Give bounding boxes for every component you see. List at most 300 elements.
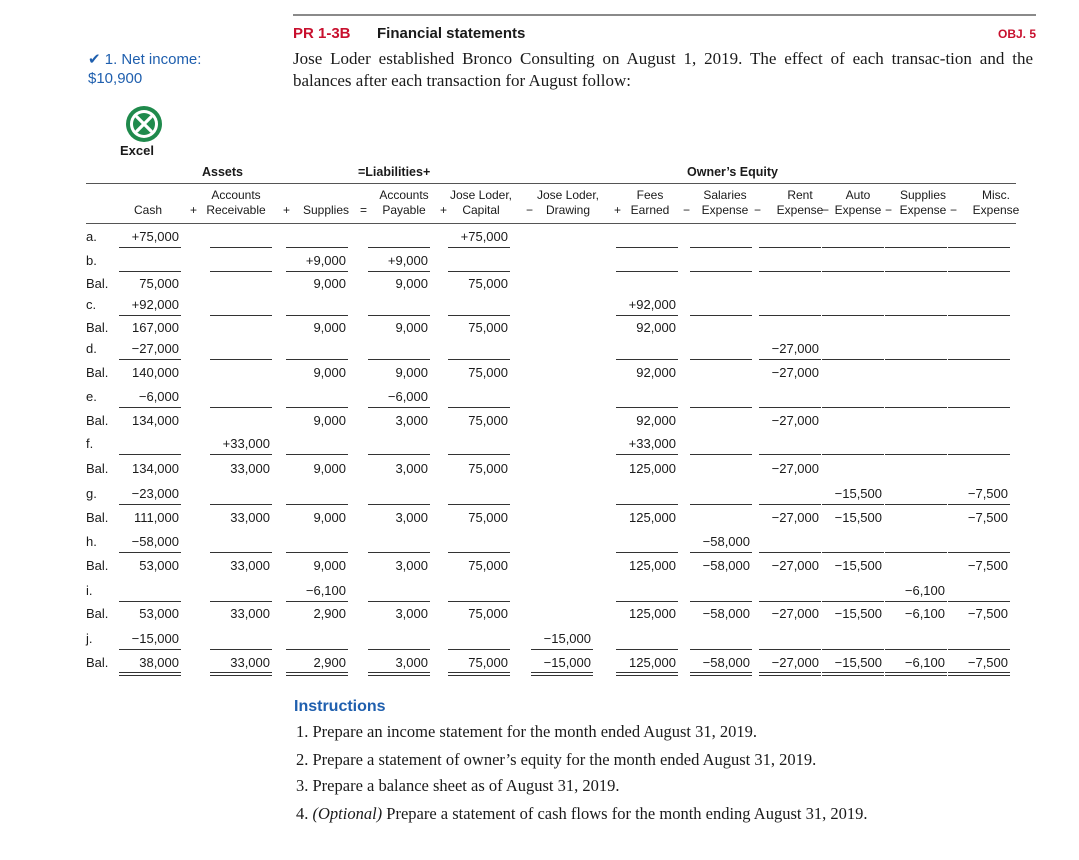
column-header-line2: Expense [834,203,882,217]
table-cell: −58,000 [702,606,750,621]
sum-underline [616,315,678,316]
row-label: c. [86,297,97,312]
table-cell [934,297,1008,313]
sum-underline [885,601,947,602]
table-cell [934,276,1008,292]
total-double-underline [531,672,593,676]
sum-underline [822,407,884,408]
table-cell [934,389,1008,405]
table-cell: −6,000 [138,389,179,404]
table-cell [517,558,591,574]
table-cell: 9,000 [313,413,346,428]
sum-underline [690,454,752,455]
table-cell: −15,000 [131,631,179,646]
check-figure-line2: $10,900 [88,70,143,87]
sum-underline [885,552,947,553]
sum-underline [759,359,821,360]
table-cell: −15,500 [834,510,882,525]
table-cell: −7,500 [967,486,1008,501]
sum-underline [210,271,272,272]
column-header-line1: Fees [636,188,664,202]
column-header-line2: Earned [630,203,670,217]
column-header-line2: Expense [899,203,947,217]
table-cell [272,229,346,245]
table-cell [676,583,750,599]
table-cell [934,436,1008,452]
sum-underline [690,247,752,248]
sum-underline [616,407,678,408]
table-cell: 111,000 [133,510,179,525]
table-cell: +33,000 [222,436,270,451]
table-cell [517,389,591,405]
sum-underline [690,504,752,505]
table-cell [517,534,591,550]
table-cell [272,341,346,357]
table-cell [354,436,428,452]
column-header-line1: Salaries [703,188,747,202]
total-double-underline [286,672,348,676]
table-cell [934,534,1008,550]
assets-header: Assets [202,165,243,179]
table-cell: −15,000 [543,631,591,646]
table-cell [676,389,750,405]
table-cell [934,631,1008,647]
sum-underline [948,271,1010,272]
table-cell [272,534,346,550]
sum-underline [119,315,181,316]
sum-underline [616,601,678,602]
table-cell: 9,000 [313,276,346,291]
table-cell: 33,000 [230,655,270,670]
sum-underline [448,601,510,602]
total-double-underline [759,672,821,676]
problem-description: Jose Loder established Bronco Consulting on August 1, 2019. The effect of each transac-tion and the balances after each transaction for August follow: [293,49,1033,90]
sum-underline [119,271,181,272]
sum-underline [822,552,884,553]
row-label: Bal. [86,461,109,476]
sum-underline [119,601,181,602]
table-cell [272,389,346,405]
table-cell [602,583,676,599]
row-label: e. [86,389,97,404]
instructions-title: Instructions [294,698,386,715]
sum-underline [822,649,884,650]
table-cell: −15,500 [834,486,882,501]
equation-operator: − [950,203,958,217]
table-cell [676,229,750,245]
sum-underline [822,454,884,455]
sum-underline [948,315,1010,316]
table-cell [196,253,270,269]
table-cell: −27,000 [131,341,179,356]
table-cell: −27,000 [771,606,819,621]
table-cell [354,297,428,313]
table-cell: 167,000 [132,320,179,335]
table-cell [934,341,1008,357]
column-header-line2: Cash [133,203,162,217]
table-cell [602,631,676,647]
table-cell: 2,900 [313,606,346,621]
sum-underline [119,504,181,505]
table-cell: +75,000 [131,229,179,244]
sum-underline [759,504,821,505]
table-cell: 9,000 [313,365,346,380]
table-cell: 9,000 [395,320,428,335]
table-cell [272,631,346,647]
total-double-underline [690,672,752,676]
sum-underline [885,359,947,360]
sum-underline [119,407,181,408]
sum-underline [690,271,752,272]
table-cell [196,631,270,647]
table-cell: −15,500 [834,558,882,573]
sum-underline [286,601,348,602]
table-cell: −7,500 [967,558,1008,573]
sum-underline [616,552,678,553]
sum-underline [368,407,430,408]
table-cell: −6,100 [904,655,945,670]
total-double-underline [210,672,272,676]
table-cell: 75,000 [468,365,508,380]
sum-underline [286,649,348,650]
table-cell [676,461,750,477]
equation-operator: + [614,203,622,217]
table-cell [517,320,591,336]
problem-number: PR 1-3B [293,25,351,42]
table-cell: 75,000 [468,606,508,621]
sum-underline [448,359,510,360]
table-cell: 75,000 [468,510,508,525]
sum-underline [368,315,430,316]
sum-underline [822,504,884,505]
sum-underline [885,247,947,248]
table-cell [676,297,750,313]
table-cell [517,436,591,452]
row-label: b. [86,253,97,268]
column-header [951,188,1041,218]
sum-underline [948,649,1010,650]
table-cell [517,461,591,477]
table-cell: 75,000 [468,276,508,291]
column-header-rule [86,223,1016,224]
table-cell [676,486,750,502]
sum-underline [119,552,181,553]
table-cell: +9,000 [305,253,346,268]
table-cell: 140,000 [132,365,179,380]
table-cell [934,413,1008,429]
table-cell: +75,000 [460,229,508,244]
sum-underline [210,504,272,505]
column-header [436,188,526,218]
table-cell [602,341,676,357]
table-cell: 33,000 [230,461,270,476]
sum-underline [885,315,947,316]
row-label: Bal. [86,320,109,335]
table-cell [434,534,508,550]
sum-underline [286,247,348,248]
sum-underline [448,454,510,455]
sum-underline [690,601,752,602]
sum-underline [448,407,510,408]
table-cell [272,297,346,313]
column-header [523,188,613,218]
sum-underline [368,504,430,505]
sum-underline [119,454,181,455]
table-cell [676,413,750,429]
column-header [191,188,281,218]
row-label: Bal. [86,558,109,573]
table-cell: −27,000 [771,558,819,573]
sum-underline [885,407,947,408]
table-cell [434,389,508,405]
problem-title: Financial statements [377,25,526,42]
row-label: d. [86,341,97,356]
sum-underline [448,649,510,650]
sum-underline [210,247,272,248]
table-cell [517,510,591,526]
sum-underline [948,359,1010,360]
total-double-underline [948,672,1010,676]
equation-operator: + [190,203,198,217]
table-cell [934,229,1008,245]
sum-underline [948,407,1010,408]
table-cell: 9,000 [313,461,346,476]
table-cell [517,253,591,269]
sum-underline [119,359,181,360]
row-label: Bal. [86,655,109,670]
total-double-underline [885,672,947,676]
column-header-line2: Expense [972,203,1020,217]
table-cell [602,486,676,502]
table-cell: 9,000 [395,365,428,380]
sum-underline [690,315,752,316]
table-cell [354,341,428,357]
sum-underline [210,601,272,602]
table-cell [676,320,750,336]
sum-underline [368,552,430,553]
table-cell: −7,500 [967,606,1008,621]
table-cell: 134,000 [132,413,179,428]
table-cell: −15,000 [543,655,591,670]
column-header-line2: Supplies [302,203,350,217]
table-cell [196,413,270,429]
sum-underline [368,601,430,602]
table-cell: 3,000 [395,461,428,476]
table-cell [434,486,508,502]
table-cell [196,276,270,292]
table-cell [517,276,591,292]
excel-label: Excel [120,143,154,158]
table-cell: −27,000 [771,341,819,356]
table-cell [105,436,179,452]
table-cell: −58,000 [702,534,750,549]
table-cell: 125,000 [629,655,676,670]
top-rule [293,14,1036,16]
column-header-line1 [281,188,371,203]
table-cell: 9,000 [395,276,428,291]
table-cell [272,436,346,452]
table-cell [354,486,428,502]
sum-underline [368,649,430,650]
row-label: h. [86,534,97,549]
table-cell: −15,500 [834,606,882,621]
sum-underline [948,504,1010,505]
total-double-underline [616,672,678,676]
table-cell: −27,000 [771,461,819,476]
table-cell: −27,000 [771,510,819,525]
sum-underline [210,315,272,316]
table-cell [434,341,508,357]
column-header-line1: Accounts [379,188,429,202]
check-figure [88,50,201,88]
sum-underline [286,359,348,360]
check-figure-line1: ✔ 1. Net income: [88,51,202,68]
sum-underline [822,271,884,272]
sum-underline [616,271,678,272]
equation-operator: − [683,203,691,217]
sum-underline [286,454,348,455]
excel-icon[interactable] [122,104,166,144]
sum-underline [885,504,947,505]
table-cell [196,341,270,357]
column-header-line2: Drawing [545,203,590,217]
table-cell: 2,900 [313,655,346,670]
sum-underline [690,359,752,360]
column-header-line2: Payable [382,203,426,217]
table-cell [676,253,750,269]
table-cell [934,253,1008,269]
sum-underline [119,247,181,248]
sum-underline [885,271,947,272]
header-rule [86,183,1016,184]
table-cell: −6,000 [387,389,428,404]
sum-underline [616,359,678,360]
table-cell [676,276,750,292]
table-cell: −7,500 [967,655,1008,670]
table-cell [517,606,591,622]
table-cell [602,534,676,550]
table-cell [105,253,179,269]
sum-underline [531,649,593,650]
sum-underline [948,601,1010,602]
equation-operator: = [360,203,368,217]
sum-underline [822,601,884,602]
sum-underline [210,407,272,408]
table-cell: 75,000 [468,461,508,476]
table-cell [934,320,1008,336]
sum-underline [759,601,821,602]
table-cell [434,297,508,313]
table-cell: −27,000 [771,365,819,380]
table-cell [602,229,676,245]
table-cell [434,631,508,647]
table-cell [517,365,591,381]
table-cell [196,486,270,502]
table-cell: 33,000 [230,510,270,525]
sum-underline [448,315,510,316]
table-cell [196,389,270,405]
table-cell [434,253,508,269]
table-cell [934,583,1008,599]
table-cell: 125,000 [629,510,676,525]
instruction-item-2: 2. Prepare a statement of owner’s equity for the month ended August 31, 2019. [296,750,817,769]
sum-underline [210,359,272,360]
liabilities-header: =Liabilities+ [358,165,431,179]
table-cell: 3,000 [395,606,428,621]
sum-underline [759,315,821,316]
column-header [281,188,371,218]
equation-operator: + [283,203,291,217]
table-cell: 92,000 [636,413,676,428]
table-cell: −58,000 [131,534,179,549]
column-header-line1: Rent [787,188,813,202]
table-cell: +33,000 [628,436,676,451]
table-cell: 75,000 [468,655,508,670]
table-cell [934,461,1008,477]
table-cell: 9,000 [313,558,346,573]
column-header-line1: Jose Loder, [449,188,513,202]
table-cell: −58,000 [702,655,750,670]
sum-underline [210,454,272,455]
column-header-line1 [103,188,193,203]
owners-equity-header: Owner’s Equity [687,165,778,179]
table-cell: −6,100 [904,583,945,598]
table-cell: 134,000 [132,461,179,476]
row-label: j. [86,631,93,646]
equation-operator: − [885,203,893,217]
column-header-line2: Capital [462,203,500,217]
total-double-underline [822,672,884,676]
sum-underline [119,649,181,650]
sum-underline [948,552,1010,553]
table-cell: 3,000 [395,558,428,573]
column-header-line1: Auto [845,188,871,202]
row-label: Bal. [86,413,109,428]
objective-tag: OBJ. 5 [997,27,1036,41]
table-cell: 125,000 [629,461,676,476]
table-cell [676,341,750,357]
total-double-underline [448,672,510,676]
equation-operator: − [822,203,830,217]
sum-underline [616,247,678,248]
table-cell [517,486,591,502]
column-header-line1: Supplies [899,188,947,202]
table-cell: −23,000 [131,486,179,501]
sum-underline [616,504,678,505]
sum-underline [822,359,884,360]
sum-underline [616,454,678,455]
column-header-line1: Jose Loder, [536,188,600,202]
table-cell [676,631,750,647]
sum-underline [286,315,348,316]
sum-underline [368,271,430,272]
sum-underline [286,271,348,272]
table-cell [354,229,428,245]
instruction-item-3: 3. Prepare a balance sheet as of August 31, 2019. [296,776,620,795]
equation-operator: − [526,203,534,217]
table-cell [354,534,428,550]
table-cell [676,510,750,526]
table-cell: 75,000 [468,558,508,573]
column-header-line2: Expense [776,203,824,217]
table-cell: −27,000 [771,413,819,428]
table-cell [196,365,270,381]
equation-operator: − [754,203,762,217]
table-cell [676,365,750,381]
row-label: Bal. [86,365,109,380]
total-double-underline [119,672,181,676]
table-cell [517,229,591,245]
